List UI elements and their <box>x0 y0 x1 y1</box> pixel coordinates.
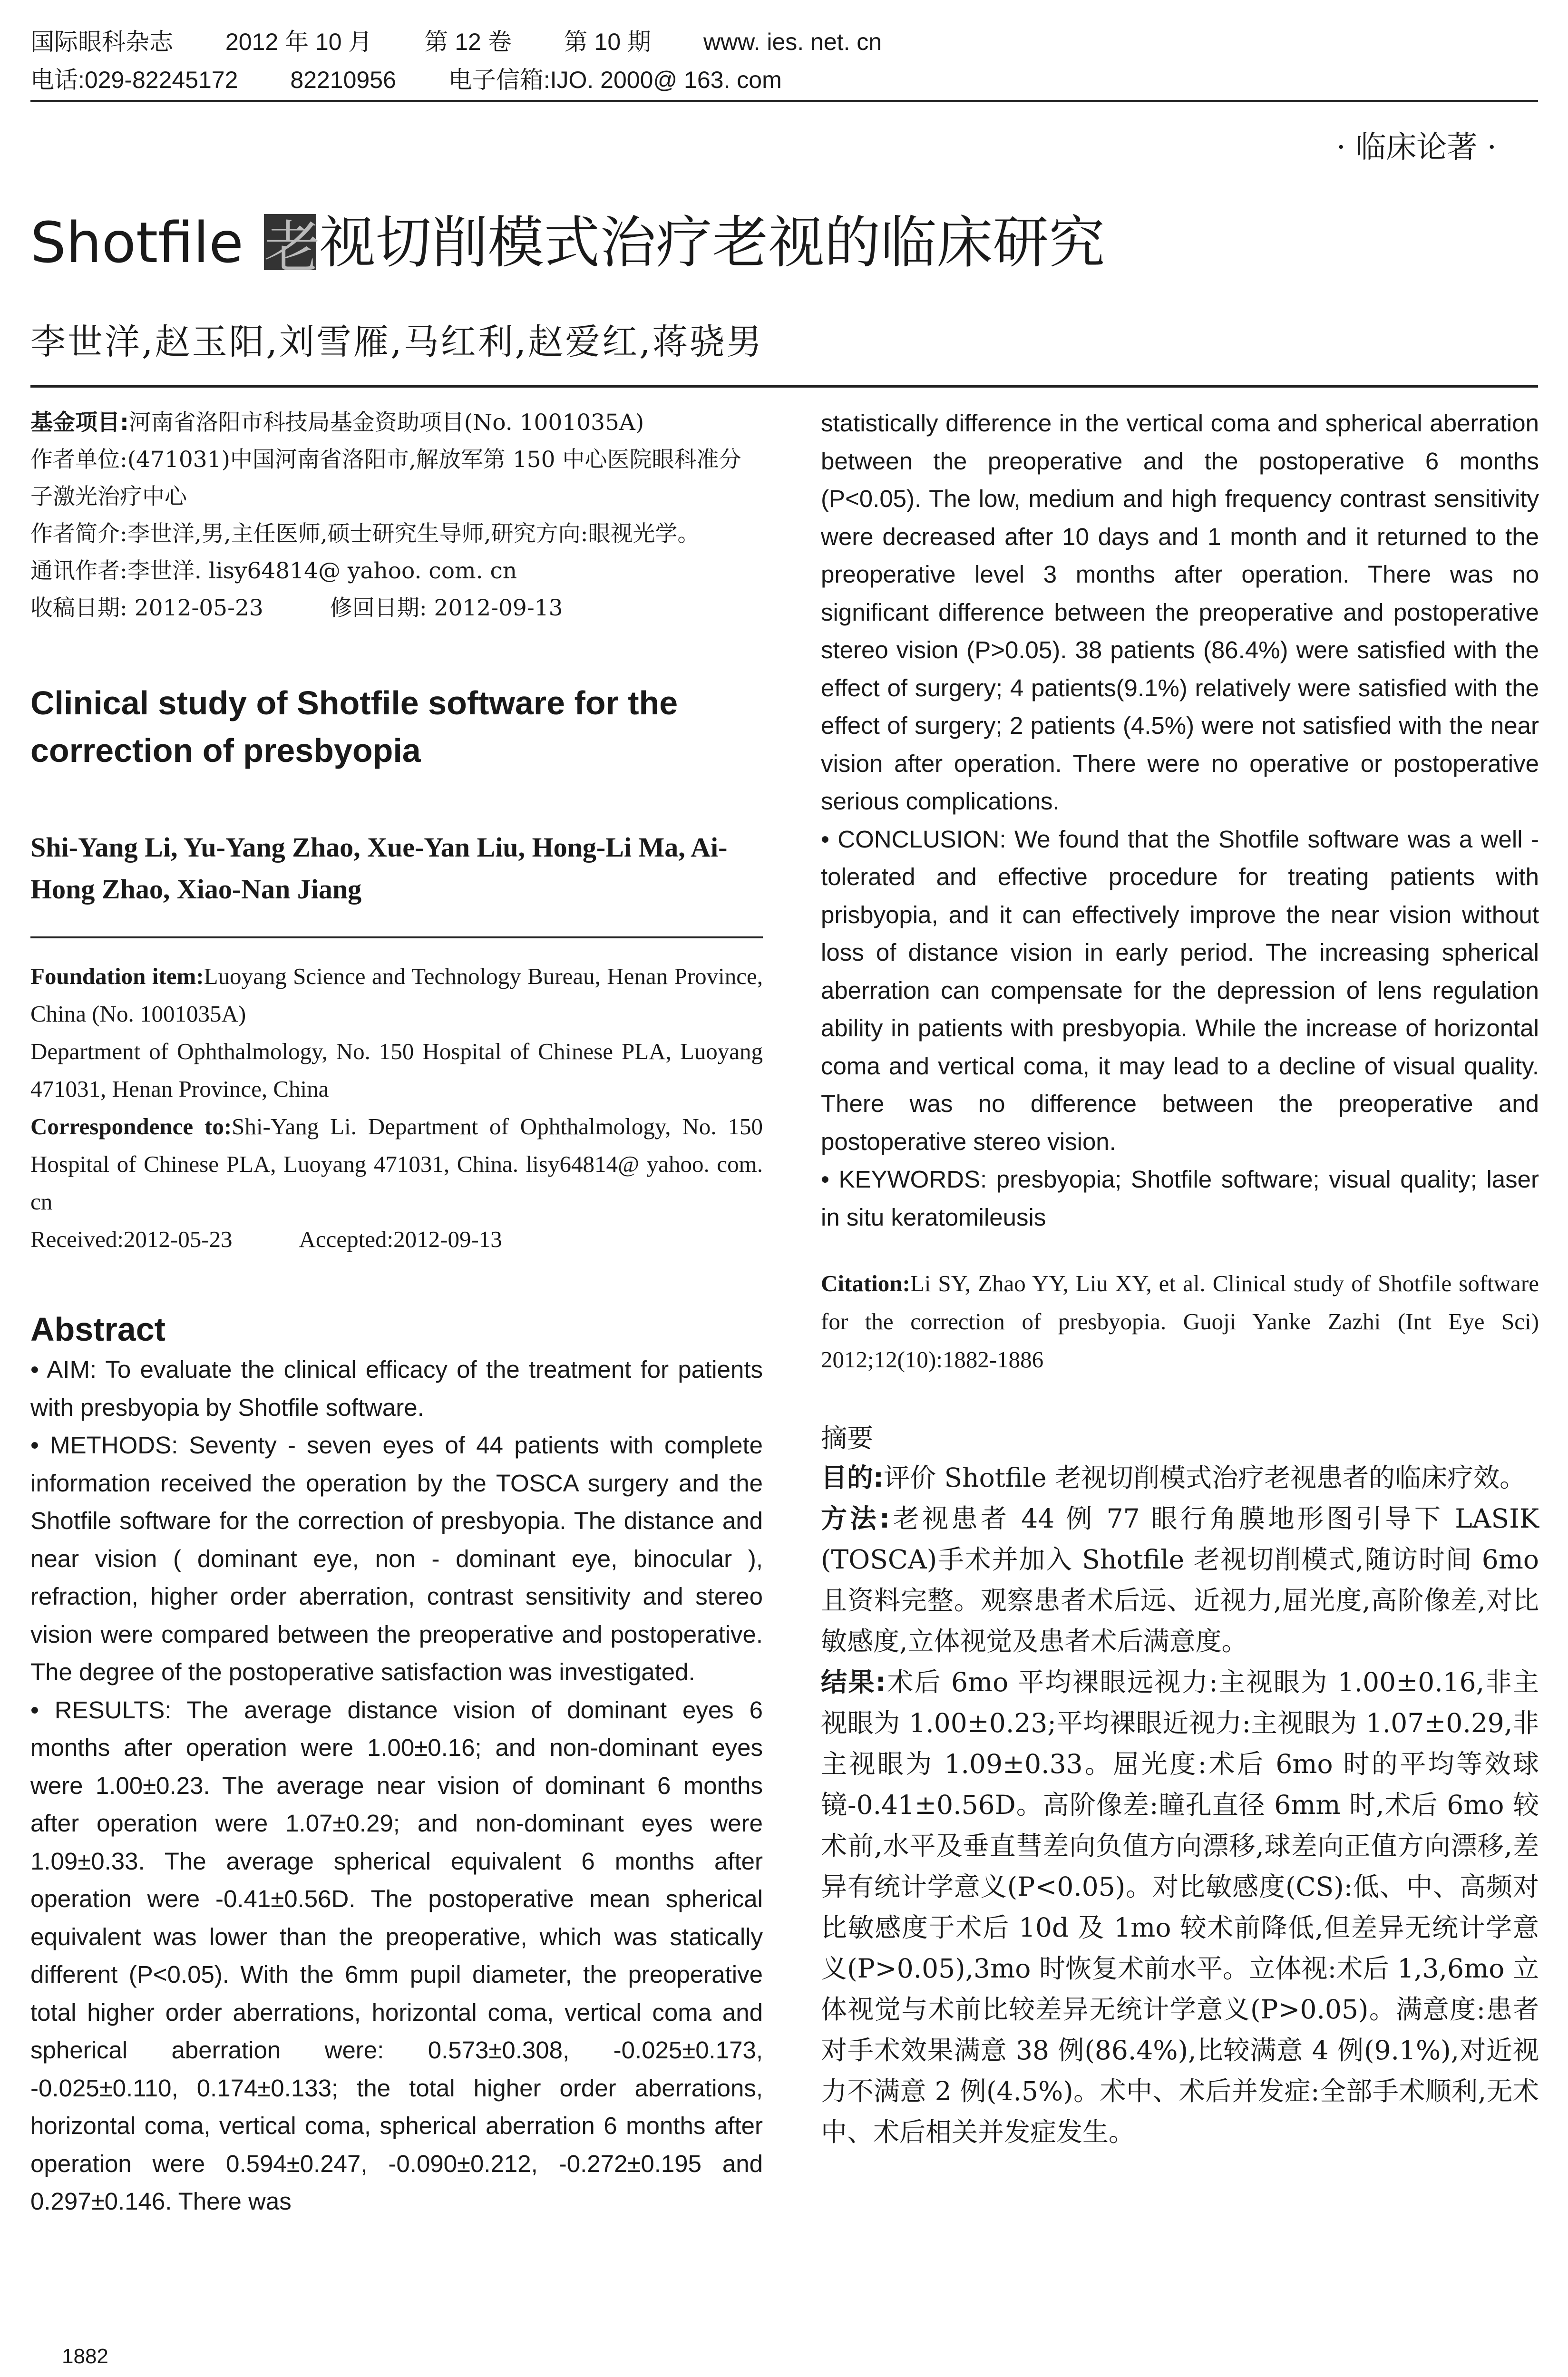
foundation-label: Foundation item: <box>30 963 204 989</box>
title-divider <box>30 385 1538 388</box>
abstract-methods: • METHODS: Seventy - seven eyes of 44 patients with complete information received the operation by the TOSCA surgery and the Shotfile software for the correction of presbyopia. The distance and near vision ( dominant eye, non - dominant eye, binocular ), refraction, higher order aberration, contrast sensitivity and stereo vision were compared between the preoperative and postoperative. The degree of the postoperative satisfaction was investigated. <box>30 1432 763 1685</box>
received-date: 收稿日期: 2012-05-23 <box>30 595 263 621</box>
abstract-conclusion: • CONCLUSION: We found that the Shotfile software was a well - tolerated and effective procedure for treating patients with prisbyopia, and it can effectively improve the near vision without loss of distance vision in early period. The increasing spherical aberration can compensate for the depression of lens regulation ability in patients with presbyopia. While the increase of horizontal coma and vertical coma, it may lead to a decline of visual quality. There was no difference between the preoperative and postoperative stereo vision. <box>821 825 1539 1155</box>
correspondence-text[interactable]: Shi-Yang Li. Department of Ophthalmology, No. 150 Hospital of Chinese PLA, Luoyang 471031, China. lisy64814@ yahoo. com. cn <box>30 1113 763 1215</box>
header-divider <box>30 100 1538 102</box>
cn-methods-label: 方法: <box>821 1503 890 1534</box>
journal-header <box>30 23 1538 99</box>
fund-label: 基金项目: <box>30 409 129 436</box>
cn-aim-text: 评价 Shotfile 老视切削模式治疗老视患者的临床疗效。 <box>884 1462 1526 1493</box>
email-link[interactable]: 电子信箱:IJO. 2000@ 163. com <box>448 67 782 93</box>
issue: 第 10 期 <box>564 29 652 55</box>
corr-label: 通讯作者: <box>30 558 127 584</box>
title-prefix: Shotfile <box>30 210 262 275</box>
corr-text[interactable]: 李世洋. lisy64814@ yahoo. com. cn <box>127 558 517 584</box>
website-link[interactable]: www. ies. net. cn <box>703 29 882 55</box>
fax: 82210956 <box>290 67 396 93</box>
chinese-abstract-body <box>821 1457 1539 2153</box>
english-authors: Shi-Yang Li, Yu-Yang Zhao, Xue-Yan Liu, Hong-Li Ma, Ai-Hong Zhao, Xiao-Nan Jiang <box>30 832 728 905</box>
chinese-article-info <box>30 404 763 627</box>
abstract-results-continued: statistically difference in the vertical coma and spherical aberration between the preoperative and the postoperative 6 months (P<0.05). The low, medium and high frequency contrast sensitivity were decreased after 10 days and 1 month and it returned to the preoperative level 3 months after operation. There was no significant difference between the preoperative and postoperative stereo vision (P>0.05). 38 patients (86.4%) were satisfied with the effect of surgery; 4 patients(9.1%) relatively were satisfied with the effect of surgery; 2 patients (4.5%) were not satisfied with the near vision after operation. There were no operative or postoperative serious complications. <box>821 409 1539 815</box>
correspondence-label: Correspondence to: <box>30 1113 232 1140</box>
bio-text: 李世洋,男,主任医师,硕士研究生导师,研究方向:眼视光学。 <box>127 521 700 547</box>
citation-label: Citation: <box>821 1270 910 1296</box>
cn-results-text: 术后 6mo 平均裸眼远视力:主视眼为 1.00±0.16,非主视眼为 1.00±0.23;平均裸眼近视力:主视眼为 1.07±0.29,非主视眼为 1.09±0.33。屈光度:术后 6mo 时的平均等效球镜-0.41±0.56D。高阶像差:瞳孔直径 6mm 时,术后 6mo 较术前,水平及垂直彗差向负值方向漂移,球差向正值方向漂移,差异有统计学意义(P<0.05)。对比敏感度(CS):低、中、高频对比敏感度于术后 10d 及 1mo 较术前降低,但差异无统计学意义(P>0.05),3mo 时恢复术前水平。立体视:术后 1,3,6mo 立体视觉与术前比较差异无统计学意义(P>0.05)。满意度:患者对手术效果满意 38 例(86.4%),比较满意 4 例(9.1%),对近视力不满意 2 例(4.5%)。术中、术后并发症:全部手术顺利,无术中、术后相关并发症发生。 <box>821 1667 1539 2147</box>
department-text: Department of Ophthalmology, No. 150 Hospital of Chinese PLA, Luoyang 471031, Henan Province, China <box>30 1038 763 1102</box>
bio-label: 作者简介: <box>30 521 127 547</box>
unit-text: (471031)中国河南省洛阳市,解放军第 150 中心医院眼科准分子激光治疗中心 <box>30 447 741 510</box>
cn-aim-label: 目的: <box>821 1462 884 1493</box>
citation-text: Li SY, Zhao YY, Liu XY, et al. Clinical study of Shotfile software for the correction of presbyopia. Guoji Yanke Zazhi (Int Eye Sci) 2012;12(10):1882-1886 <box>821 1270 1539 1373</box>
revised-date: 修回日期: 2012-09-13 <box>330 595 563 621</box>
header-line-1 <box>30 23 1538 61</box>
issue-date: 2012 年 10 月 <box>225 29 372 55</box>
title-highlight-mark: 老 <box>264 214 321 280</box>
english-article-info <box>30 957 763 1258</box>
section-label: · 临床论著 · <box>1336 130 1497 165</box>
abstract-keywords: • KEYWORDS: presbyopia; Shotfile software; visual quality; laser in situ keratomileusis <box>821 1166 1539 1231</box>
foundation-text: Luoyang Science and Technology Bureau, Henan Province, China (No. 1001035A) <box>30 963 763 1027</box>
citation <box>821 1265 1539 1379</box>
phone: 电话:029-82245172 <box>30 67 238 93</box>
journal-name: 国际眼科杂志 <box>30 29 173 55</box>
abstract-results: • RESULTS: The average distance vision of dominant eyes 6 months after operation were 1.00±0.16; and non-dominant eyes were 1.00±0.23. The average near vision of dominant 6 months after operation were 1.07±0.29; and non-dominant eyes were 1.09±0.33. The average spherical equivalent 6 months after operation were -0.41±0.56D. The postoperative mean spherical equivalent was lower than the preoperative, which was statically different (P<0.05). With the 6mm pupil diameter, the preoperative total higher order aberrations, horizontal coma, vertical coma and spherical aberration were: 0.573±0.308, -0.025±0.173, -0.025±0.110, 0.174±0.133; the total higher order aberrations, horizontal coma, vertical coma, spherical aberration 6 months after operation were 0.594±0.247, -0.090±0.212, -0.272±0.195 and 0.297±0.146. There was <box>30 1696 763 2215</box>
abstract-heading: Abstract <box>30 1311 166 1348</box>
unit-label: 作者单位: <box>30 447 127 473</box>
cn-results-label: 结果: <box>821 1667 886 1697</box>
page-number: 1882 <box>62 2345 108 2368</box>
left-column <box>30 404 763 2221</box>
english-title: Clinical study of Shotfile software for the correction of presbyopia <box>30 684 678 769</box>
authors-divider <box>30 936 763 938</box>
abstract-body <box>30 1351 763 2221</box>
title-rest: 视切削模式治疗老视的临床研究 <box>319 210 1105 275</box>
fund-text: 河南省洛阳市科技局基金资助项目(No. 1001035A) <box>128 409 644 436</box>
right-column <box>821 404 1539 2153</box>
authors-chinese: 李世洋,赵玉阳,刘雪雁,马红利,赵爱红,蒋骁男 <box>30 321 764 362</box>
header-line-2 <box>30 61 1538 99</box>
cn-methods-text: 老视患者 44 例 77 眼行角膜地形图引导下 LASIK (TOSCA)手术并加入 Shotfile 老视切削模式,随访时间 6mo 且资料完整。观察患者术后远、近视力,屈光度,高阶像差,对比敏感度,立体视觉及患者术后满意度。 <box>821 1503 1539 1656</box>
page-title <box>30 209 1538 280</box>
chinese-abstract-heading: 摘要 <box>821 1423 874 1453</box>
received-en: Received:2012-05-23 <box>30 1226 233 1252</box>
accepted-en: Accepted:2012-09-13 <box>299 1226 502 1252</box>
abstract-body-continued <box>821 404 1539 1236</box>
abstract-aim: • AIM: To evaluate the clinical efficacy of the treatment for patients with presbyopia by Shotfile software. <box>30 1356 763 1421</box>
volume: 第 12 卷 <box>424 29 512 55</box>
